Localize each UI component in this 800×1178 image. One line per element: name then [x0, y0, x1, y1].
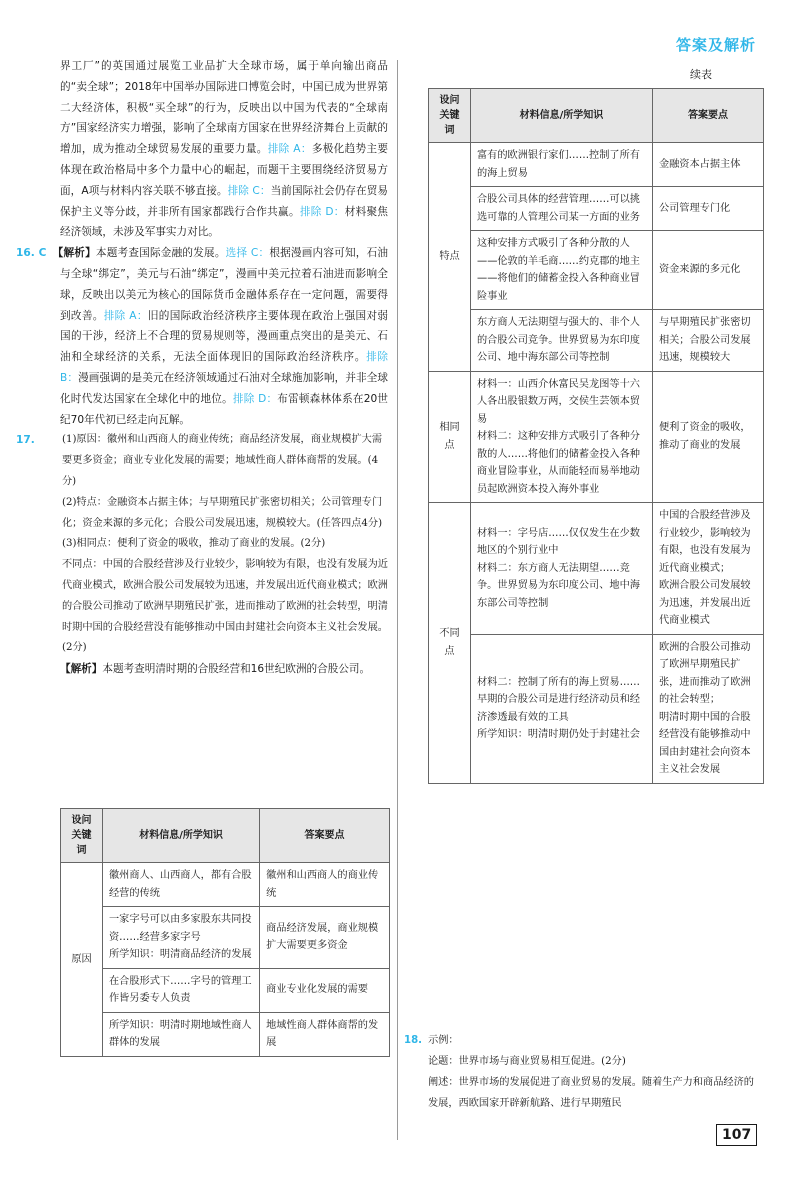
q15-text: 界工厂”的英国通过展览工业品扩大全球市场，属于单向输出商品的“卖全球”；2018年中国举办国际进口博览会时，中国已成为世界第二大经济体，积极“买全球”的行为，反映出以中国为代表的“全球南方”国家经济实力增强，影响了全球南方国家在世界经济舞台上贡献的增加，成为推动全球贸易发展的重要力量。 — [60, 60, 388, 156]
exclude-d-text: 材料聚焦经济领域，未涉及军事实力对比。 — [60, 205, 389, 239]
row-answer: 商业专业化发展的需要 — [260, 968, 390, 1012]
row-answer: 徽州和山西商人的商业传统 — [260, 863, 390, 907]
row-answer: 商品经济发展，商业规模扩大需要更多资金 — [260, 907, 390, 969]
th-answer: 答案要点 — [652, 89, 763, 143]
q16-answer — [16, 243, 388, 430]
left-column — [16, 56, 388, 680]
row-answer: 公司管理专门化 — [652, 187, 763, 231]
row-answer: 与早期殖民扩张密切相关；合股公司发展迅速，规模较大 — [652, 310, 763, 372]
q18-number: 18. — [404, 1035, 423, 1046]
row-answer: 金融资本占据主体 — [652, 143, 763, 187]
q16-exclude-b-label: 排除 B： — [60, 351, 389, 384]
q18-explanation: 阐述：世界市场的发展促进了商业贸易的发展。随着生产力和商品经济的发展，西欧国家开辟新航路、进行早期殖民 — [428, 1077, 754, 1109]
continued-label: 续表 — [690, 68, 712, 81]
exclude-a-text: 多极化趋势主要体现在政治格局中多个力量中心的崛起，而题干主要围绕经济贸易方面，A项与材料内容关联不够直接。 — [60, 143, 388, 197]
table-row — [61, 907, 390, 969]
exclude-c-label: 排除 C： — [227, 184, 271, 197]
q16-intro: 本题考查国际金融的发展。 — [95, 247, 226, 260]
table-row — [61, 1012, 390, 1056]
q16-analysis-label: 【解析】 — [52, 247, 96, 260]
q16-number: 16. C — [16, 247, 47, 260]
q17-part3-same: (3)相同点：便利了资金的吸收，推动了商业的发展。(2分) — [62, 538, 326, 550]
page-number: 107 — [716, 1124, 757, 1146]
row-material: 徽州商人、山西商人，都有合股经营的传统 — [103, 863, 260, 907]
q17-analysis-text: 本题考查明清时期的合股经营和16世纪欧洲的合股公司。 — [102, 663, 371, 676]
th-material: 材料信息/所学知识 — [471, 89, 653, 143]
table-row — [429, 187, 764, 231]
q15-continuation — [16, 56, 388, 243]
th-material: 材料信息/所学知识 — [103, 809, 260, 863]
row-answer: 资金来源的多元化 — [652, 231, 763, 310]
th-answer: 答案要点 — [260, 809, 390, 863]
q17-part1: (1)原因：徽州和山西商人的商业传统；商品经济发展，商业规模扩大需要更多资金；商业专业化发展的需要；地域性商人群体商帮的发展。(4分) — [62, 434, 383, 487]
table-left — [60, 808, 390, 1057]
row-material: 一家字号可以由多家股东共同投资……经营多家字号 所学知识：明清商品经济的发展 — [103, 907, 260, 969]
q17-part3-diff: 不同点：中国的合股经营涉及行业较少，影响较为有限，也没有发展为近代商业模式，欧洲合股公司发展较为迅速，并发展出近代商业模式；欧洲的合股公司推动了欧洲早期殖民扩张，进而推动了欧洲的社会转型，明清时期中国的合股经营没有能够推动中国由封建社会向资本主义社会发展。(2分) — [62, 559, 388, 654]
table-row — [61, 968, 390, 1012]
table-right — [428, 88, 764, 784]
table-row — [429, 371, 764, 503]
th-key: 设问关键词 — [61, 809, 103, 863]
table-row — [429, 310, 764, 372]
row-material: 材料一：山西介休富民吴龙图等十六人各出股银数万两，交侯生芸领本贸易 材料二：这种安排方式吸引了各种分散的人……将他们的储蓄金投入各种商业冒险事业，从而能轻而易举地动员起欧洲资本投入海外事业 — [471, 371, 653, 503]
row-material: 在合股形式下……字号的管理工作皆另委专人负责 — [103, 968, 260, 1012]
q17-analysis — [16, 659, 388, 680]
q16-exclude-a-text: 旧的国际政治经济秩序主要体现在政治上强国对弱国的干涉，经济上不合理的贸易规则等，漫画重点突出的是美元、石油和全球经济的关系，无法全面体现旧的国际政治经济秩序。 — [60, 309, 388, 364]
q18-answer — [404, 1030, 764, 1114]
q17-number: 17. — [16, 434, 35, 447]
row-key: 原因 — [61, 863, 103, 1057]
row-answer: 地域性商人群体商帮的发展 — [260, 1012, 390, 1056]
q16-exclude-b-text: 漫画强调的是美元在经济领域通过石油对全球施加影响，并非全球化时代发达国家在全球化中的地位。 — [60, 371, 388, 405]
table-row — [429, 634, 764, 783]
row-key: 特点 — [429, 143, 471, 372]
column-divider — [397, 60, 398, 1140]
q17-answer — [16, 430, 388, 680]
row-material: 富有的欧洲银行家们……控制了所有的海上贸易 — [471, 143, 653, 187]
row-material: 东方商人无法期望与强大的、非个人的合股公司竞争。世界贸易为东印度公司、地中海东部公司等控制 — [471, 310, 653, 372]
row-material: 材料二：控制了所有的海上贸易……早期的合股公司是进行经济动员和经济渗透最有效的工具 所学知识：明清时期仍处于封建社会 — [471, 634, 653, 783]
exclude-c-text: 当前国际社会仍存在贸易保护主义等分歧，并非所有国家都践行合作共赢。 — [60, 184, 389, 218]
q16-exclude-a-label: 排除 A： — [103, 309, 148, 322]
q18-topic: 论题：世界市场与商业贸易相互促进。(2分) — [428, 1056, 626, 1067]
exclude-a-label: 排除 A： — [267, 143, 312, 156]
th-key: 设问关键词 — [429, 89, 471, 143]
table-row — [61, 863, 390, 907]
row-material: 这种安排方式吸引了各种分散的人——伦敦的羊毛商……约克郡的地主——将他们的储蓄金投入各种商业冒险事业 — [471, 231, 653, 310]
table-row — [429, 143, 764, 187]
row-answer: 便利了资金的吸收，推动了商业的发展 — [652, 371, 763, 503]
q16-select-c-text: 根据漫画内容可知，石油与全球“绑定”，美元与石油“绑定”，漫画中美元拉着石油进而影响全球，反映出以美元为核心的国际货币金融体系存在一定问题，需要得到改善。 — [60, 247, 389, 322]
row-answer: 中国的合股经营涉及行业较少，影响较为有限，也没有发展为近代商业模式； 欧洲合股公司发展较为迅速，并发展出近代商业模式 — [652, 503, 763, 635]
q17-part2: (2)特点：金融资本占据主体；与早期殖民扩张密切相关；公司管理专门化；资金来源的多元化；合股公司发展迅速，规模较大。(任答四点4分) — [62, 496, 383, 529]
exclude-d-label: 排除 D： — [299, 205, 345, 218]
q16-exclude-d-label: 排除 D： — [232, 392, 278, 405]
q17-analysis-label: 【解析】 — [60, 663, 103, 676]
row-material: 所学知识：明清时期地域性商人群体的发展 — [103, 1012, 260, 1056]
row-key: 相同点 — [429, 371, 471, 503]
row-material: 材料一：字号店……仅仅发生在少数地区的个别行业中 材料二：东方商人无法期望……竞争。世界贸易为东印度公司、地中海东部公司等控制 — [471, 503, 653, 635]
section-title: 答案及解析 — [675, 36, 756, 54]
q16-select-c-label: 选择 C： — [225, 247, 270, 260]
table-row — [429, 503, 764, 635]
row-answer: 欧洲的合股公司推动了欧洲早期殖民扩张，进而推动了欧洲的社会转型； 明清时期中国的合股经营没有能够推动中国由封建社会向资本主义社会发展 — [652, 634, 763, 783]
table-row — [429, 231, 764, 310]
row-key: 不同点 — [429, 503, 471, 784]
q18-example-label: 示例： — [428, 1035, 459, 1046]
q16-exclude-d-text: 布雷顿森林体系在20世纪70年代初已经走向瓦解。 — [60, 392, 388, 426]
row-material: 合股公司具体的经营管理……可以挑选可靠的人管理公司某一方面的业务 — [471, 187, 653, 231]
